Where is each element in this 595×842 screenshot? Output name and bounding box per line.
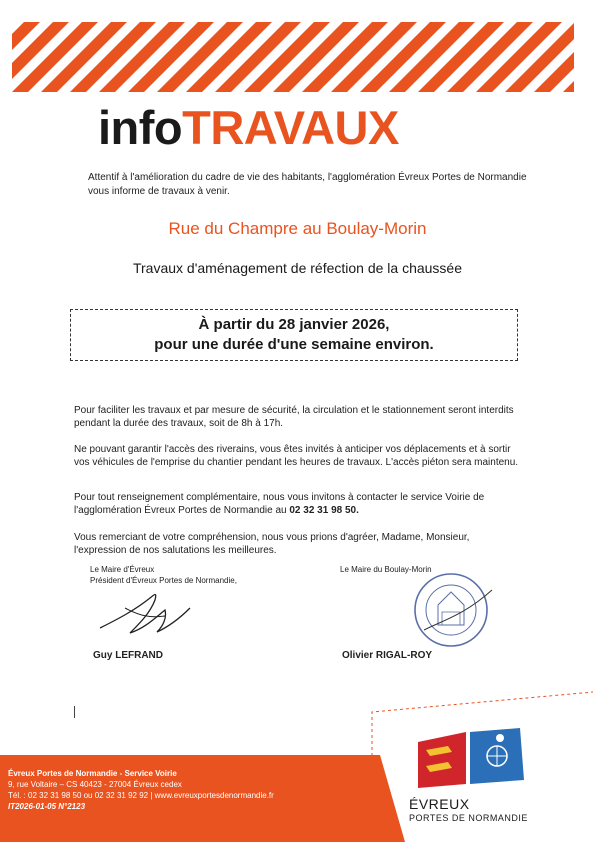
right-signatory-name: Olivier RIGAL-ROY	[342, 650, 433, 661]
paragraph-access: Ne pouvant garantir l'accès des riverains, vous êtes invités à anticiper vos déplacements et à sortir vos véhicules de l'emprise du chantier pendant les heures de travaux. L'accès piéton sera maintenu.	[74, 444, 519, 468]
left-signatory-roles	[90, 564, 237, 586]
left-role-1: Le Maire d'Évreux	[90, 565, 155, 574]
evreux-logo-emblem	[408, 728, 530, 790]
left-signatory-name: Guy LEFRAND	[93, 650, 163, 661]
margin-mark	[74, 706, 75, 718]
logo-text-portes: PORTES DE NORMANDIE	[409, 813, 528, 823]
intro-text: Attentif à l'amélioration du cadre de vie des habitants, l'agglomération Évreux Portes de Normandie vous informe de travaux à venir.	[88, 172, 527, 197]
paragraph-contact	[74, 491, 524, 517]
phone-number: 02 32 31 98 50.	[289, 505, 359, 516]
paragraph-closing: Vous remerciant de votre compréhension, nous vous prions d'agréer, Madame, Monsieur, l'expression de nos salutations les meilleures.	[74, 532, 470, 556]
footer-address: 9, rue Voltaire – CS 40423 - 27004 Évreux cedex	[8, 780, 182, 789]
footer-service: Évreux Portes de Normandie - Service Voirie	[8, 769, 177, 778]
footer-reference: IT2026-01-05 N°2123	[8, 802, 86, 811]
date-line-2: pour une durée d'une semaine environ.	[154, 336, 434, 353]
right-signatory-role: Le Maire du Boulay-Morin	[340, 565, 432, 574]
date-line-1: À partir du 28 janvier 2026,	[198, 316, 390, 333]
contact-text: Pour tout renseignement complémentaire, nous vous invitons à contacter le service Voirie de l'agglomération Évreux Portes de Normandie au	[74, 492, 485, 516]
works-subtitle: Travaux d'aménagement de réfection de la chaussée	[132, 260, 463, 276]
title-info: info	[98, 101, 183, 154]
title-travaux: TRAVAUX	[182, 101, 399, 154]
footer-contact	[8, 768, 274, 812]
page-title	[98, 100, 399, 156]
footer-phones: Tél. : 02 32 31 98 50 ou 02 32 31 92 92 | www.evreuxportesdenormandie.fr	[8, 791, 274, 800]
date-box	[70, 309, 518, 361]
street-name: Rue du Champre au Boulay-Morin	[168, 219, 427, 238]
logo-text-evreux: ÉVREUX	[409, 796, 470, 812]
left-handwritten-signature	[95, 588, 195, 643]
hazard-stripes-banner	[0, 0, 595, 95]
left-role-2: Président d'Évreux Portes de Normandie,	[90, 576, 237, 585]
paragraph-safety: Pour faciliter les travaux et par mesure de sécurité, la circulation et le stationnement seront interdits pendant la durée des travaux, soit de 8h à 17h.	[74, 405, 514, 429]
town-hall-stamp	[404, 570, 499, 650]
